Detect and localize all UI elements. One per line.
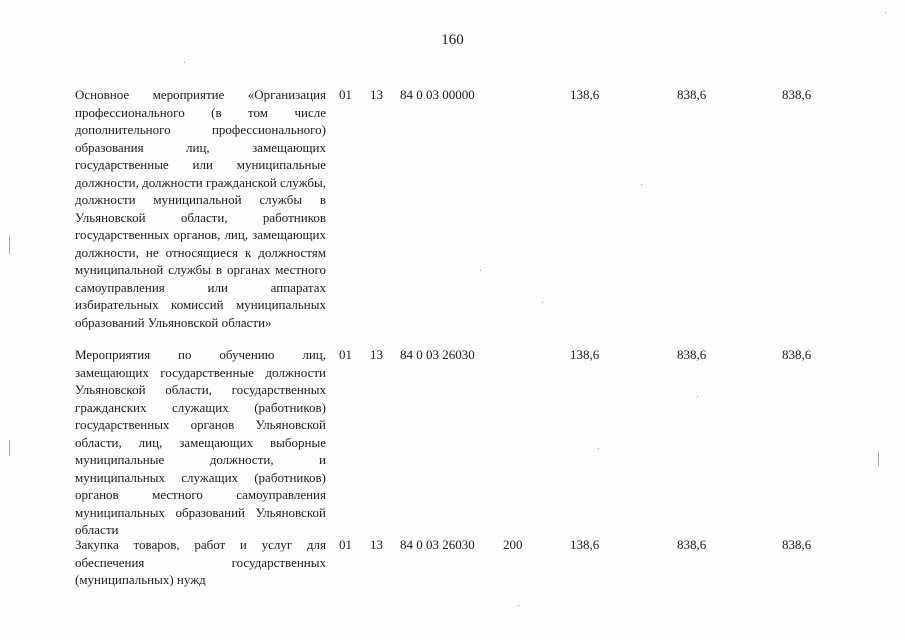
amount-year-3: 838,6	[782, 537, 812, 552]
amount-year-1: 138,6	[570, 347, 600, 362]
amount-year-2: 838,6	[677, 537, 707, 552]
section-code: 01	[339, 537, 352, 552]
subsection-code: 13	[370, 87, 383, 102]
page-number: 160	[441, 32, 464, 48]
row-description: Мероприятия по обучению лиц, замещающих государственные должности Ульяновской области, государственных гражданских служащих (работников) государственных органов Ульяновской области, лиц, замещающих выборные муниципальные должности, и муниципальных служащих (работников) органов местного самоуправления муниципальных образований Ульяновской области	[75, 347, 326, 537]
target-article-code: 84 0 03 26030	[400, 347, 475, 362]
row-description: Закупка товаров, работ и услуг для обеспечения государственных (муниципальных) нужд	[75, 537, 326, 587]
target-article-code: 84 0 03 26030	[400, 537, 475, 552]
section-code: 01	[339, 87, 352, 102]
amount-year-3: 838,6	[782, 347, 812, 362]
amount-year-3: 838,6	[782, 87, 812, 102]
subsection-code: 13	[370, 537, 383, 552]
subsection-code: 13	[370, 347, 383, 362]
section-code: 01	[339, 347, 352, 362]
row-description: Основное мероприятие «Организация профессионального (в том числе дополнительного профессионального) образования лиц, замещающих государственные или муниципальные должности, должности гражданской службы, должности муниципальной службы в Ульяновской области, работников государственных органов, лиц, замещающих должности, не относящиеся к должностям муниципальной службы в органах местного самоуправления или аппаратах избирательных комиссий муниципальных образований Ульяновской области»	[75, 87, 327, 330]
expense-type-code: 200	[503, 537, 523, 552]
target-article-code: 84 0 03 00000	[400, 87, 475, 102]
amount-year-2: 838,6	[677, 347, 707, 362]
amount-year-1: 138,6	[570, 87, 600, 102]
amount-year-1: 138,6	[570, 537, 600, 552]
amount-year-2: 838,6	[677, 87, 707, 102]
